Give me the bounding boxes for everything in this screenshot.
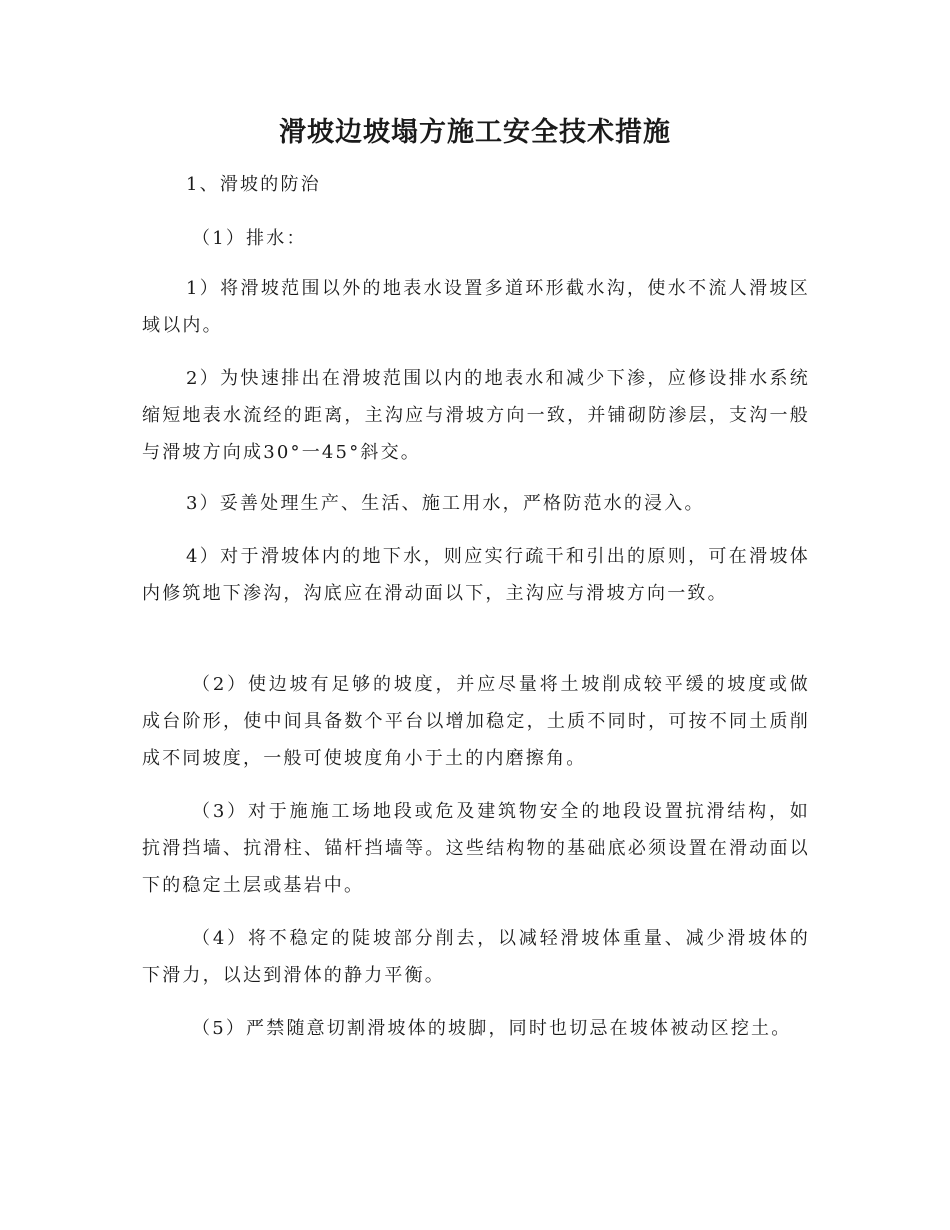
paragraph: 4）对于滑坡体内的地下水，则应实行疏干和引出的原则，可在滑坡体内修筑地下渗沟，沟底应在滑动面以下，主沟应与滑坡方向一致。 <box>142 546 810 604</box>
subsection-heading: （1）排水： <box>192 228 307 249</box>
document-title: 滑坡边坡塌方施工安全技术措施 <box>279 117 671 148</box>
section-heading: 1、滑坡的防治 <box>186 174 321 195</box>
paragraph: （3）对于施施工场地段或危及建筑物安全的地段设置抗滑结构，如抗滑挡墙、抗滑柱、锚杆挡墙等。这些结构物的基础底必须设置在滑动面以下的稳定土层或基岩中。 <box>142 801 810 896</box>
paragraph: （4）将不稳定的陡坡部分削去，以减轻滑坡体重量、减少滑坡体的下滑力，以达到滑体的静力平衡。 <box>142 928 810 986</box>
paragraph: （5）严禁随意切割滑坡体的坡脚，同时也切忌在坡体被动区挖土。 <box>192 1018 792 1039</box>
paragraph: 3）妥善处理生产、生活、施工用水，严格防范水的浸入。 <box>186 493 705 514</box>
paragraph: 2）为快速排出在滑坡范围以内的地表水和减少下渗，应修设排水系统缩短地表水流经的距离，主沟应与滑坡方向一致，并铺砌防渗层，支沟一般与滑坡方向成30°一45°斜交。 <box>142 368 810 463</box>
paragraph: （2）使边坡有足够的坡度，并应尽量将土坡削成较平缓的坡度或做成台阶形，使中间具备数个平台以增加稳定，土质不同时，可按不同土质削成不同坡度，一般可使坡度角小于土的内磨擦角。 <box>142 674 810 769</box>
paragraph: 1）将滑坡范围以外的地表水设置多道环形截水沟，使水不流人滑坡区域以内。 <box>142 278 810 336</box>
